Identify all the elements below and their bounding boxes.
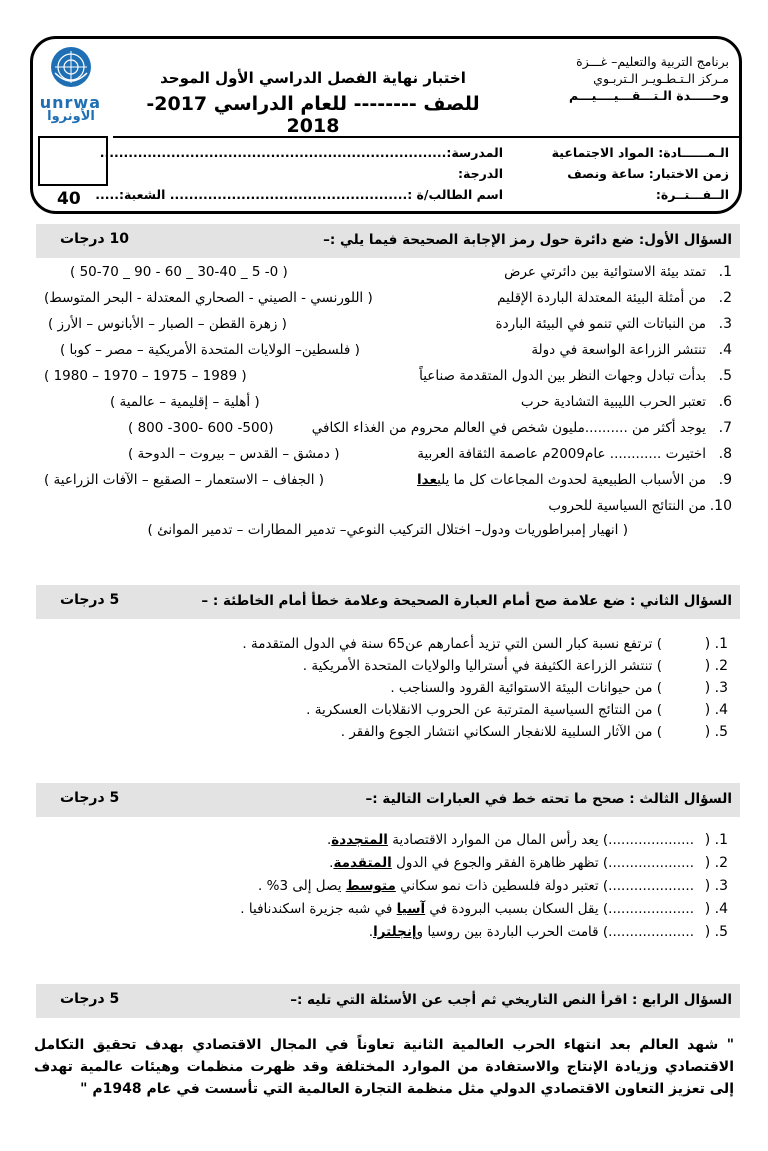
q1-number: 9. [718,472,732,488]
q3-statement [258,878,694,894]
q1-number: 7. [718,420,732,436]
q3-text-end: . [368,924,374,940]
q3-text: ) قامت الحرب الباردة بين روسيا و [416,924,609,940]
class-year: للصف -------- للعام الدراسي 2017-2018 [146,93,480,137]
q2-statement: ) من النتائج السياسية المترتبة عن الحروب الانقلابات العسكرية . [306,702,662,718]
q1-number: 3. [718,316,732,332]
q1-number: 6. [718,394,732,410]
grade-box [38,136,108,186]
q1-question: اختيرت ............ عام2009م عاصمة الثقافة العربية [417,446,706,462]
q3-text-end: يصل إلى 3% . [258,878,346,894]
q3-statement [329,855,694,871]
subject-label: الـمــــــادة: المواد الاجتماعية [551,145,729,160]
student-field: اسم الطالب/ة :.................................................. الشعبة:..... [95,187,503,202]
q2-statement: ) من حيوانات البيئة الاستوائية القرود والسناجب . [390,680,662,696]
q3-text: ) يعد رأس المال من الموارد الاقتصادية [387,832,609,848]
org-line: وحـــــدة الـتـــقـــيــــيـــم [569,88,729,103]
q1-question: من النباتات التي تنمو في البيئة الباردة [495,316,706,332]
underlined-term: متوسط [345,878,396,894]
q2-title-bar [36,585,740,619]
q3-number: 1. ( [704,832,728,848]
q1-options: ( زهرة القطن – الصبار – الأبانوس – الأرز ) [48,316,287,332]
header-divider [113,136,739,138]
q1-options: ( فلسطين– الولايات المتحدة الأمريكية – مصر – كوبا ) [60,342,360,358]
underlined-term: المتقدمة [333,855,392,871]
q1-options: ( أهلية – إقليمية – عالمية ) [110,394,260,410]
q1-question [417,472,706,488]
q3-number: 4. ( [704,901,728,917]
q1-options: ( 0- 5 _ 30-40 _ 60 - 90 _ 50-70 ) [70,264,288,280]
q3-text: ) يقل السكان بسبب البرودة في [425,901,609,917]
q2-number: 4. ( [704,702,728,718]
q3-title: السؤال الثالث : صحح ما تحته خط في العبارات التالية :– [365,791,732,807]
q1-title-bar [36,224,740,258]
unrwa-logo [41,45,101,124]
grade-field: الدرجة: [458,166,503,181]
q3-text-end: . [329,855,334,871]
q2-title: السؤال الثاني : ضع علامة صح أمام العبارة الصحيحة وعلامة خطأ أمام الخاطئة : – [201,593,732,609]
q3-statement [369,924,694,940]
q3-text: ) تظهر ظاهرة الفقر والجوع في الدول [391,855,609,871]
q1-number: 8. [718,446,732,462]
q1-number: 10. [709,498,732,514]
logo-word: unrwa [39,93,101,112]
q1-number: 4. [718,342,732,358]
answer-blank: .................... [608,924,694,940]
q2-number: 1. ( [704,636,728,652]
q1-number: 5. [718,368,732,384]
time-label: زمن الاختبار: ساعة ونصف [567,166,729,181]
q3-number: 3. ( [704,878,728,894]
answer-blank: .................... [608,901,694,917]
total-score: 40 [57,189,81,209]
exam-title: اختبار نهاية الفصل الدراسي الأول الموحد [160,69,466,87]
logo-arabic: الأونروا [47,109,95,124]
q1-question: تعتبر الحرب الليبية التشادية حرب [520,394,706,410]
org-line: مـركز الـتـطـويـر الـتربـوي [593,71,729,86]
q4-title-bar [36,984,740,1018]
q3-title-bar [36,783,740,817]
answer-blank: .................... [608,855,694,871]
q2-statement: ) ترتفع نسبة كبار السن التي تزيد أعمارهم عن65 سنة في الدول المتقدمة . [242,636,662,652]
q1-question: بدأت تبادل وجهات النظر بين الدول المتقدمة صناعياً [419,368,706,384]
school-field: المدرسة:......................................................................... [99,145,503,160]
underlined-term: المتجددة [331,832,388,848]
q1-options: ( انهيار إمبراطوريات ودول– اختلال التركيب النوعي– تدمير المطارات – تدمير الموانئ ) [147,522,628,538]
q2-number: 2. ( [704,658,728,674]
q2-number: 3. ( [704,680,728,696]
q3-number: 2. ( [704,855,728,871]
q1-marks: 10 درجات [60,231,130,247]
q3-statement [240,901,694,917]
q1-question: تنتشر الزراعة الواسعة في دولة [531,342,706,358]
q1-options: ( دمشق – القدس – بيروت – الدوحة ) [128,446,340,462]
q4-marks: 5 درجات [60,991,120,1007]
q1-question: من أمثلة البيئة المعتدلة الباردة الإقليم [497,290,706,306]
q3-text-end: . [326,832,332,848]
q3-text: ) تعتبر دولة فلسطين ذات نمو سكاني [395,878,609,894]
underlined-term: إنجلترا [373,924,417,940]
q3-marks: 5 درجات [60,790,120,806]
q2-statement: ) من الآثار السلبية للانفجار السكاني انتشار الجوع والفقر . [340,724,662,740]
exam-header [30,36,742,214]
q1-options: ( الجفاف – الاستعمار – الصقيع – الآفات الزراعية ) [44,472,325,488]
answer-blank: .................... [608,878,694,894]
q1-title: السؤال الأول: ضع دائرة حول رمز الإجابة الصحيحة فيما يلي :– [323,232,732,248]
q1-question: يوجد أكثر من ..........مليون شخص في العالم محروم من الغذاء الكافي [311,420,706,436]
q1-question: من النتائج السياسية للحروب [548,498,706,514]
un-emblem-icon [49,45,93,89]
period-label: الــفـــتــرة: [655,187,729,202]
q1-question: تمتد بيئة الاستوائية بين دائرتي عرض [504,264,706,280]
answer-blank: .................... [608,832,694,848]
q2-statement: ) تنتشر الزراعة الكثيفة في أستراليا والولايات المتحدة الأمريكية . [302,658,662,674]
q3-number: 5. ( [704,924,728,940]
q1-underlined-word: عدا [417,472,438,488]
q1-number: 1. [718,264,732,280]
q1-options: ( اللورنسي - الصيني - الصحاري المعتدلة - البحر المتوسط) [44,290,373,306]
org-line: برنامج التربية والتعليم– غـــزة [576,54,729,69]
q4-title: السؤال الرابع : اقرأ النص التاريخي ثم أجب عن الأسئلة التي تليه :– [290,992,732,1008]
q1-question-text: من الأسباب الطبيعية لحدوث المجاعات كل ما يلي [437,472,706,488]
underlined-term: آسيا [396,901,426,917]
q1-options: ( 1989 – 1975 – 1970 – 1980 ) [44,368,247,384]
q2-marks: 5 درجات [60,592,120,608]
q3-text-end: في شبه جزيرة اسكندنافيا . [240,901,397,917]
q2-number: 5. ( [704,724,728,740]
q3-statement [327,832,694,848]
organization-block [519,53,729,104]
historical-passage: " شهد العالم بعد انتهاء الحرب العالمية الثانية تعاوناً في المجال الاقتصادي بهدف تحقيق التكامل الاقتصادي وزيادة الإنتاج والاستفادة من الموارد المختلفة وقد ظهرت منظمات وهيئات عالمية تهدف إلى تعزيز التعاون الاقتصادي الدولي مثل منظمة التجارة العالمية التي تأسست في عام 1948م " [34,1037,734,1097]
q1-number: 2. [718,290,732,306]
exam-title-block [143,69,483,137]
q1-options: (500- 600 -300- 800 ) [128,420,274,436]
